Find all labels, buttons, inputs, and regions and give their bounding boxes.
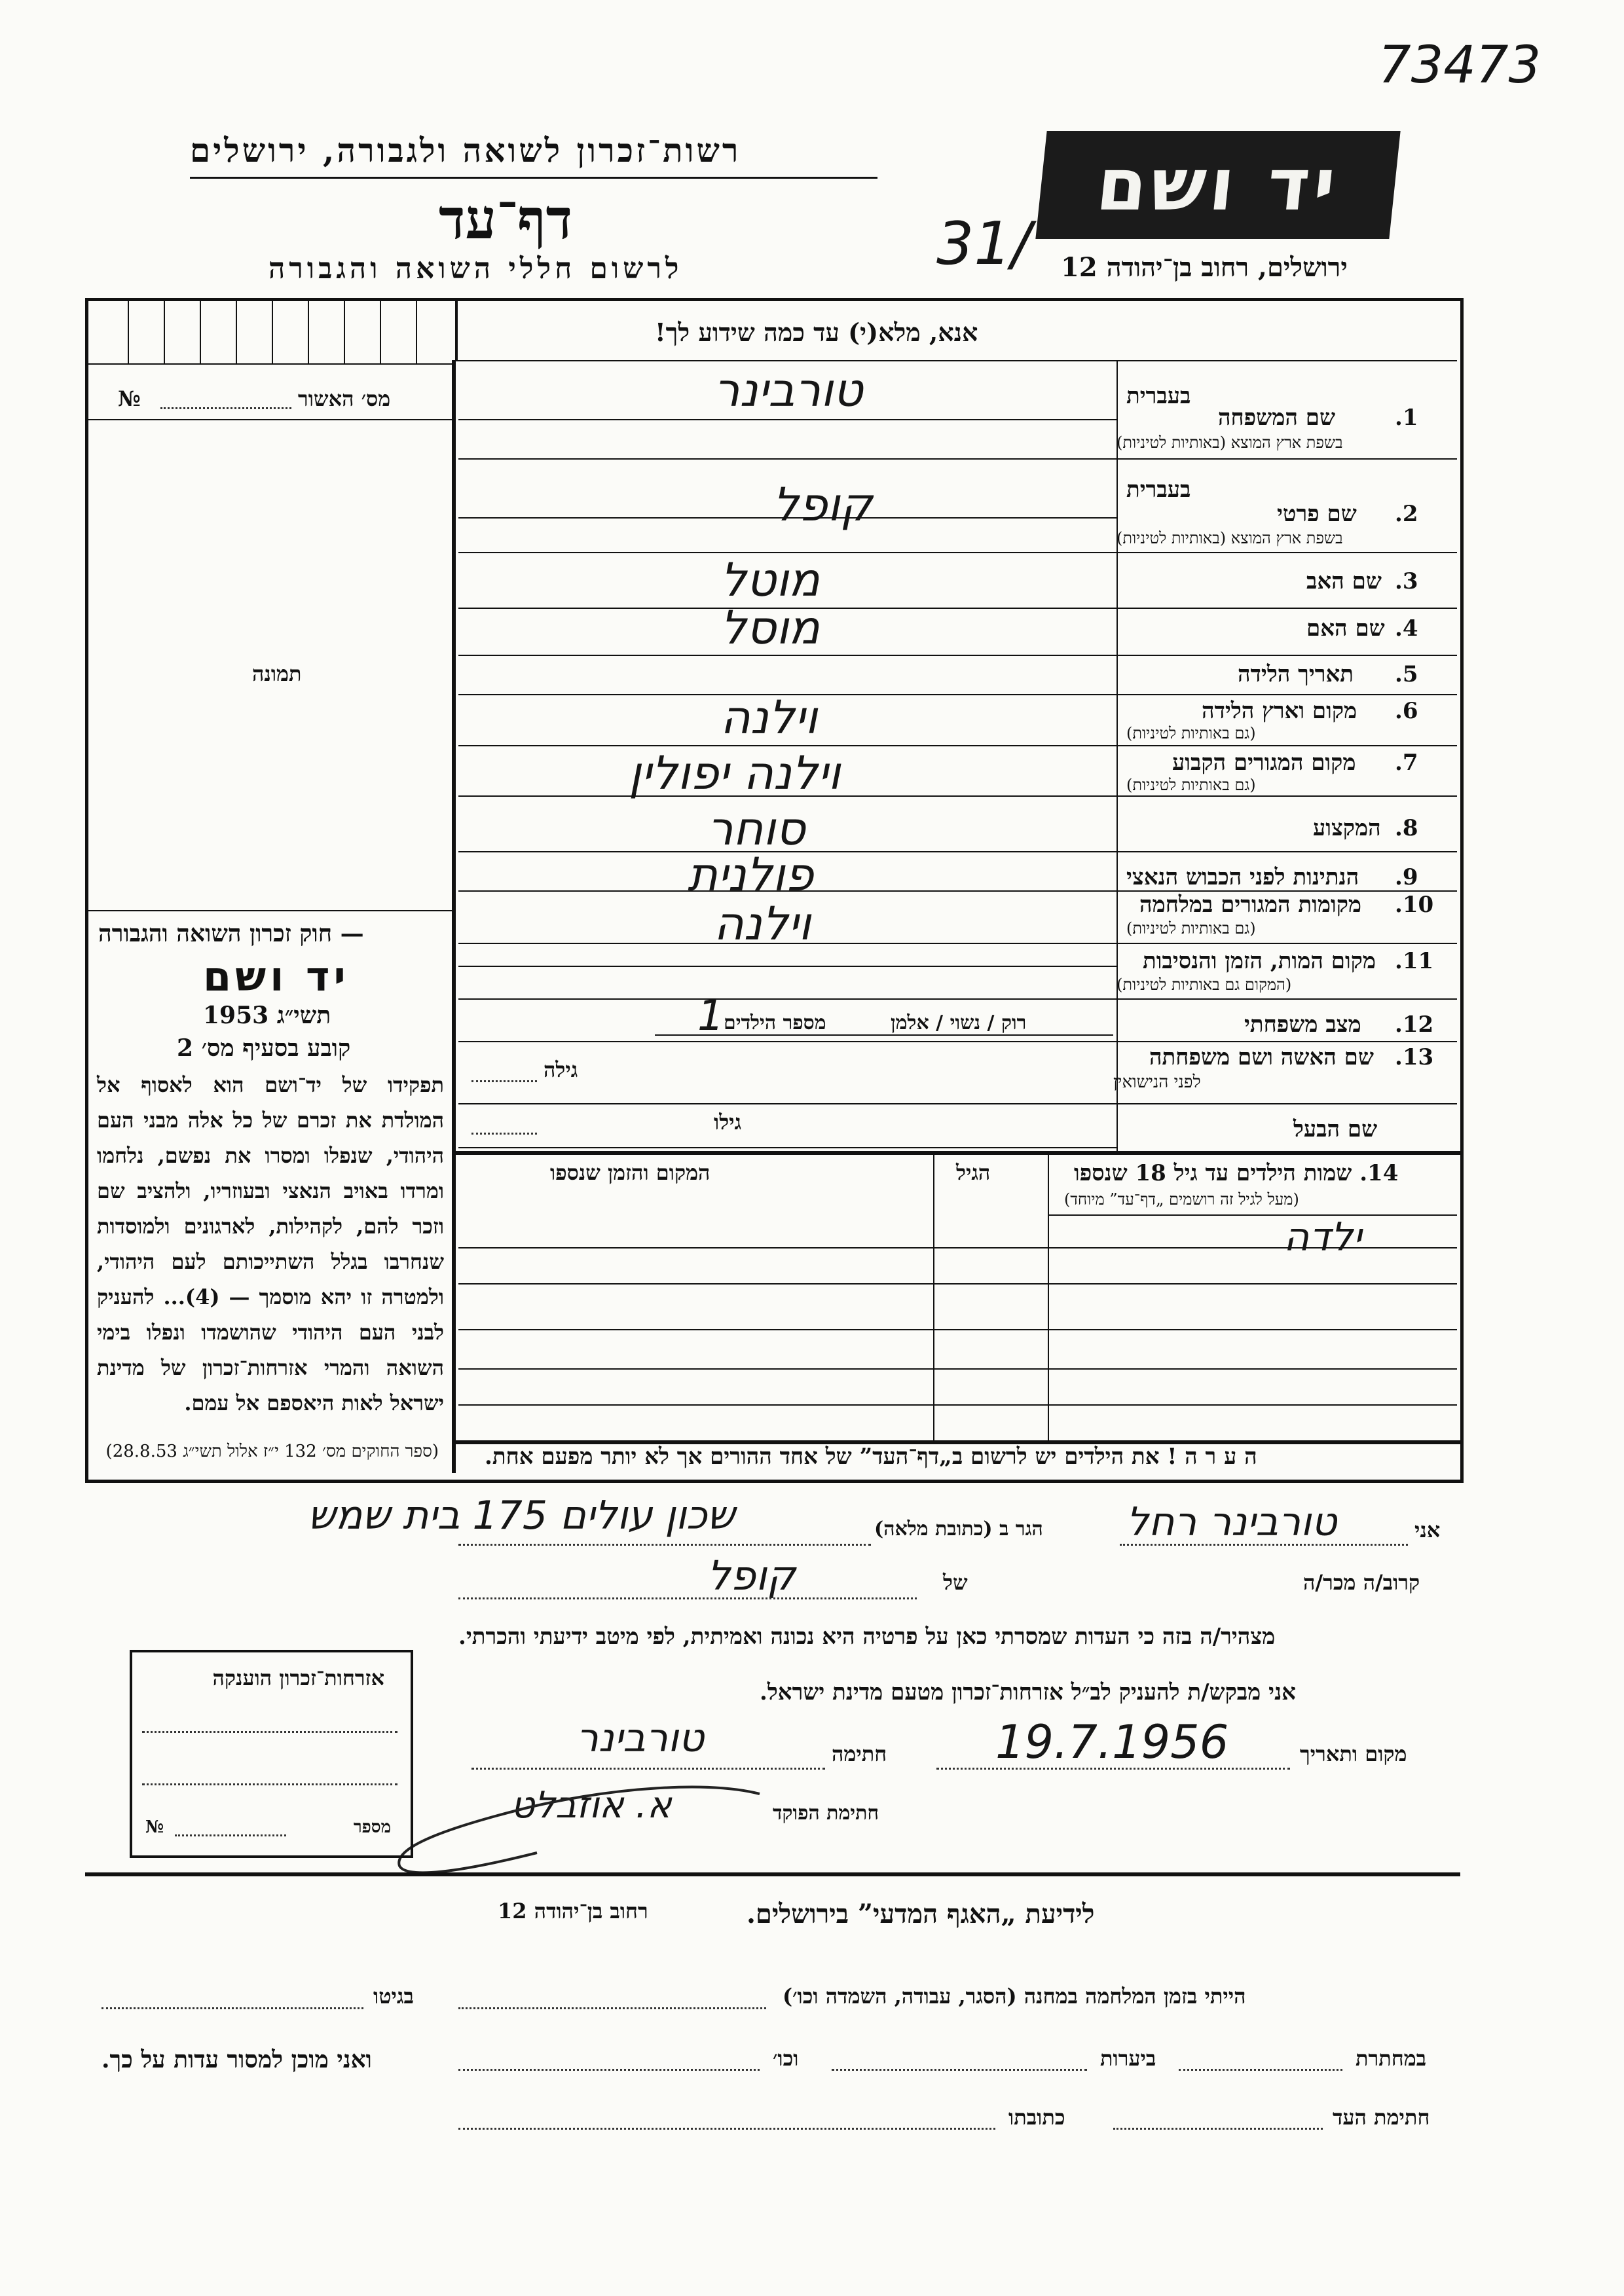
declarant-name-line [1120,1544,1408,1546]
citizenship-title: אזרחות־זכרון הוענקה [212,1666,384,1690]
children-col-age: הגיל [956,1160,991,1185]
field-2-label: שם פרטי [1277,501,1357,527]
field-7-num: 7. [1395,750,1418,776]
field-7-divider [458,795,1457,797]
field-6-label: מקום וארץ הלידה [1202,698,1357,724]
field-11-num: 11. [1395,948,1434,974]
approval-divider [88,419,452,420]
relative-label: קרוב/ה מכר/ה [1303,1570,1420,1595]
field-9-value: פולנית [688,848,814,902]
husband-age-label: גילו [714,1110,742,1135]
field-9-num: 9. [1395,864,1418,890]
field-11-line-a [458,966,1116,967]
resides-label: הגר ב (כתובת מלאה) [874,1518,1043,1540]
box-divider [455,301,458,360]
witness-address-line [458,2128,995,2130]
label-column-border [1116,360,1118,1152]
box-divider [128,301,129,363]
officer-label: חתימת הפוקד [773,1802,879,1825]
officer-signature-flourish [367,1768,786,1879]
children-col-divider-b [933,1154,934,1442]
field-9-label: הנתינות לפני הכבוש הנאצי [1126,864,1359,890]
field-6-num: 6. [1395,698,1418,724]
field-12-divider [458,1041,1457,1042]
law-year: תשי״ג 1953 [203,1002,331,1029]
field-1-label: שם המשפחה [1218,405,1336,431]
date-value: 19.7.1956 [995,1715,1229,1769]
relative-line [458,1597,917,1599]
of-label: של [943,1570,968,1595]
field-5-num: 5. [1395,661,1418,687]
field-6-value: וילנה [720,691,818,744]
logo-text: יד ושם [1092,143,1344,227]
bottom-address: רחוב בן־יהודה 12 [498,1899,648,1923]
logo-box [1035,131,1400,239]
field-1-hebrew-label: בעברית [1126,383,1191,409]
box-divider [308,301,309,363]
field-8-label: המקצוע [1313,815,1381,841]
children-row-4 [458,1368,1457,1370]
children-num: 14. [1359,1160,1399,1186]
child-1-name: ילדה [1283,1214,1362,1260]
signature-label: חתימה [832,1741,887,1766]
field-12-num: 12. [1395,1011,1434,1038]
witness-sig-line [1113,2128,1323,2130]
archive-number: 73473 [1378,36,1541,95]
field-12-children-label: מספר הילדים [724,1011,826,1034]
citizenship-box [130,1650,413,1858]
camp-line [458,2007,766,2009]
box-divider [200,301,201,363]
witness-sig-label: חתימת העד [1333,2105,1430,2130]
field-4-divider [458,655,1457,656]
request-text: אני מבקש/ת להעניק לב״ל אזרחות־זכרון מטעם מדינת ישראל. [760,1679,1296,1705]
field-13-age-label: גילה [544,1057,578,1082]
field-12-line [655,1034,1113,1036]
field-1-value: טורבינר [714,363,863,417]
field-6-sublabel: (גם באותיות לטיניות) [1126,724,1256,742]
box-divider [344,301,345,363]
underground-label: במחתרת [1356,2046,1427,2071]
field-2-value: קופל [773,478,873,532]
children-row-5 [458,1404,1457,1406]
children-col-place-time: המקום והזמן שנספו [550,1160,710,1185]
field-12-children-value: 1 [697,992,724,1040]
photo-bottom [88,910,452,911]
citizenship-line-2 [142,1783,397,1785]
field-1-divider [458,458,1457,460]
field-12-label: מצב משפחתי [1244,1011,1361,1038]
witness-address-label: כתובתו [1008,2105,1065,2130]
field-2-num: 2. [1395,501,1418,527]
declarant-name: טורבינר רחל [1126,1499,1337,1545]
place-date-label: מקום ותאריך [1300,1741,1407,1766]
law-section: קובע בסעיף מס׳ 2 [177,1034,351,1062]
field-13-label: שם האשה ושם משפחתה [1149,1044,1374,1070]
field-7-label: מקום המגורים הקבוע [1172,750,1356,776]
field-13-sublabel: לפני הנישואין [1113,1072,1201,1092]
photo-label: תמונה [252,661,302,686]
law-reference: (ספר החוקים מס׳ 132 י״ז אלול תשי״ג 28.8.53) [105,1442,439,1461]
field-13-divider [458,1103,1457,1104]
field-7-sublabel: (גם באותיות לטיניות) [1126,776,1256,794]
field-10-num: 10. [1395,892,1434,918]
field-1-sublabel: בשפת ארץ המוצא (באותיות לטיניות) [1116,433,1343,452]
box-divider [416,301,417,363]
children-num-label [1074,1160,1398,1186]
citizenship-number-label: מספר [353,1817,391,1837]
box-row-bottom [88,363,455,365]
field-3-divider [458,608,1457,609]
law-name: יד ושם [203,953,350,1000]
approval-line [160,407,291,409]
citizenship-number-line [175,1834,286,1836]
field-10-label: מקומות המגורים במלחמה [1139,892,1362,918]
children-header-line [1048,1214,1457,1216]
field-12-status-options: רוק / נשוי / אלמן [891,1011,1027,1034]
children-row-3 [458,1329,1457,1330]
field-11-divider [458,998,1457,1000]
children-sublabel: (מעל לגיל זה רושמים „דף־עד” מיוחד) [1064,1190,1299,1209]
field-5-label: תאריך הלידה [1238,661,1354,687]
address: ירושלים, רחוב בן־יהודה 12 [1061,252,1348,283]
relative-of-value: קופל [707,1552,796,1599]
box-divider [164,301,165,363]
handwritten-mark: 31/ [936,210,1031,278]
law-title: — חוק זכרון השואה והגבורה [98,920,364,947]
field-7-value: וילנה יפולין [629,746,841,800]
field-8-num: 8. [1395,815,1418,841]
authority-underline [190,177,877,179]
approval-no: № [118,386,141,411]
declarant-address: שכון עולים 175 בית שמש [308,1493,735,1539]
field-3-label: שם האב [1306,568,1382,594]
field-5-divider [458,694,1457,695]
children-col-divider-a [1048,1154,1049,1442]
form-subtitle: לרשום חללי השואה והגבורה [268,252,683,285]
ready-text: ואני מוכן למסור עדות על כך. [101,2046,372,2073]
ghetto-label: בגיטו [373,1984,414,2009]
children-top-border [455,1151,1460,1155]
left-panel-border [452,360,456,1473]
address-line [458,1544,871,1546]
field-10-sublabel: (גם באותיות לטיניות) [1126,919,1256,938]
intro-text: אנא, מלא(י) עד כמה שידוע לך! [655,318,978,347]
field-2-sublabel: בשפת ארץ המוצא (באותיות לטיניות) [1116,529,1343,547]
field-13-age-line [471,1080,537,1082]
form-title: דף־עד [439,187,573,251]
date-line [936,1768,1290,1770]
box-divider [272,301,273,363]
law-text: תפקידו של יד־ושם הוא לאסוף אל המולדת את זכרם של כל אלה מבני העם היהודי, שנפלו ומסרו את נפשם, נלחמו ומרדו באויב הנאצי ובעוזריו, ולהציב שם וזכר להם, לקהילות, לארגונים ולמוסדות שנחרבו בגלל השתייכותם לעם היהודי, ולמטרה זו יהא מוסמך — (4)... להעניק לבני העם היהודי שהושמדו ונפלו בימי השואה והמרי אזרחות־זכרון של מדינת ישראל לאות היאספם אל עמם. [97,1072,445,1415]
bottom-line1: הייתי בזמן המלחמה במחנה (הסגר, עבודה, השמדה וכו׳) [783,1984,1246,2009]
field-1-num: 1. [1395,405,1418,431]
forests-label: ביערות [1100,2046,1156,2071]
field-2-divider [458,552,1457,553]
field-10-value: וילנה [714,897,811,951]
field-10-divider [458,943,1457,944]
bottom-divider [85,1872,1460,1876]
officer-signature: א. אוזבלט [511,1784,672,1827]
husband-age-line [471,1133,537,1135]
field-11-sublabel: (המקום גם באותיות לטיניות) [1116,975,1292,994]
intro-underline [455,360,1457,361]
statement-text: מצהיר/ה בזה כי העדות שמסרתי כאן על פרטיה היא נכונה ואמיתית, לפי מיטב ידיעתי והכרתי. [458,1624,1276,1650]
husband-line [458,1147,1116,1148]
etc-label: וכו׳ [773,2046,799,2071]
note-text: ה ע ר ה ! את הילדים יש לרשום ב„דף־העד” של אחד ההורים אך לא יותר מפעם אחת. [485,1444,1257,1470]
citizenship-line-1 [142,1731,397,1733]
field-4-value: מוסל [720,601,820,655]
ghetto-line [101,2007,363,2009]
children-row-2 [458,1283,1457,1285]
underground-line [1179,2069,1342,2071]
bottom-title: לידיעת „האגף המדעי” בירושלים. [747,1899,1095,1929]
husband-label: שם הבעל [1293,1116,1378,1142]
field-1-line-a [458,419,1116,420]
field-13-num: 13. [1395,1044,1434,1070]
field-3-value: מוטל [720,553,820,607]
children-label: שמות הילדים עד גיל 18 שנספו [1074,1160,1352,1186]
field-4-num: 4. [1395,615,1418,642]
box-divider [236,301,237,363]
field-6-divider [458,745,1457,746]
field-8-divider [458,851,1457,852]
field-11-label: מקום המות, הזמן והנסיבות [1143,948,1376,974]
authority-name: רשות־זכרון לשואה ולגבורה, ירושלים [190,131,741,170]
declaration-i-label: אני [1414,1518,1441,1542]
signature-value: טורבינר [576,1715,705,1761]
field-3-num: 3. [1395,568,1418,594]
field-8-value: סוחר [707,802,805,856]
forests-line [832,2069,1087,2071]
citizenship-no: № [145,1817,164,1837]
field-2-hebrew-label: בעברית [1126,477,1191,503]
field-4-label: שם האם [1306,615,1385,642]
box-divider [380,301,381,363]
approval-label: מס׳ האשור [298,386,391,411]
field-2-line-a [458,517,1116,519]
etc-line [458,2069,760,2071]
